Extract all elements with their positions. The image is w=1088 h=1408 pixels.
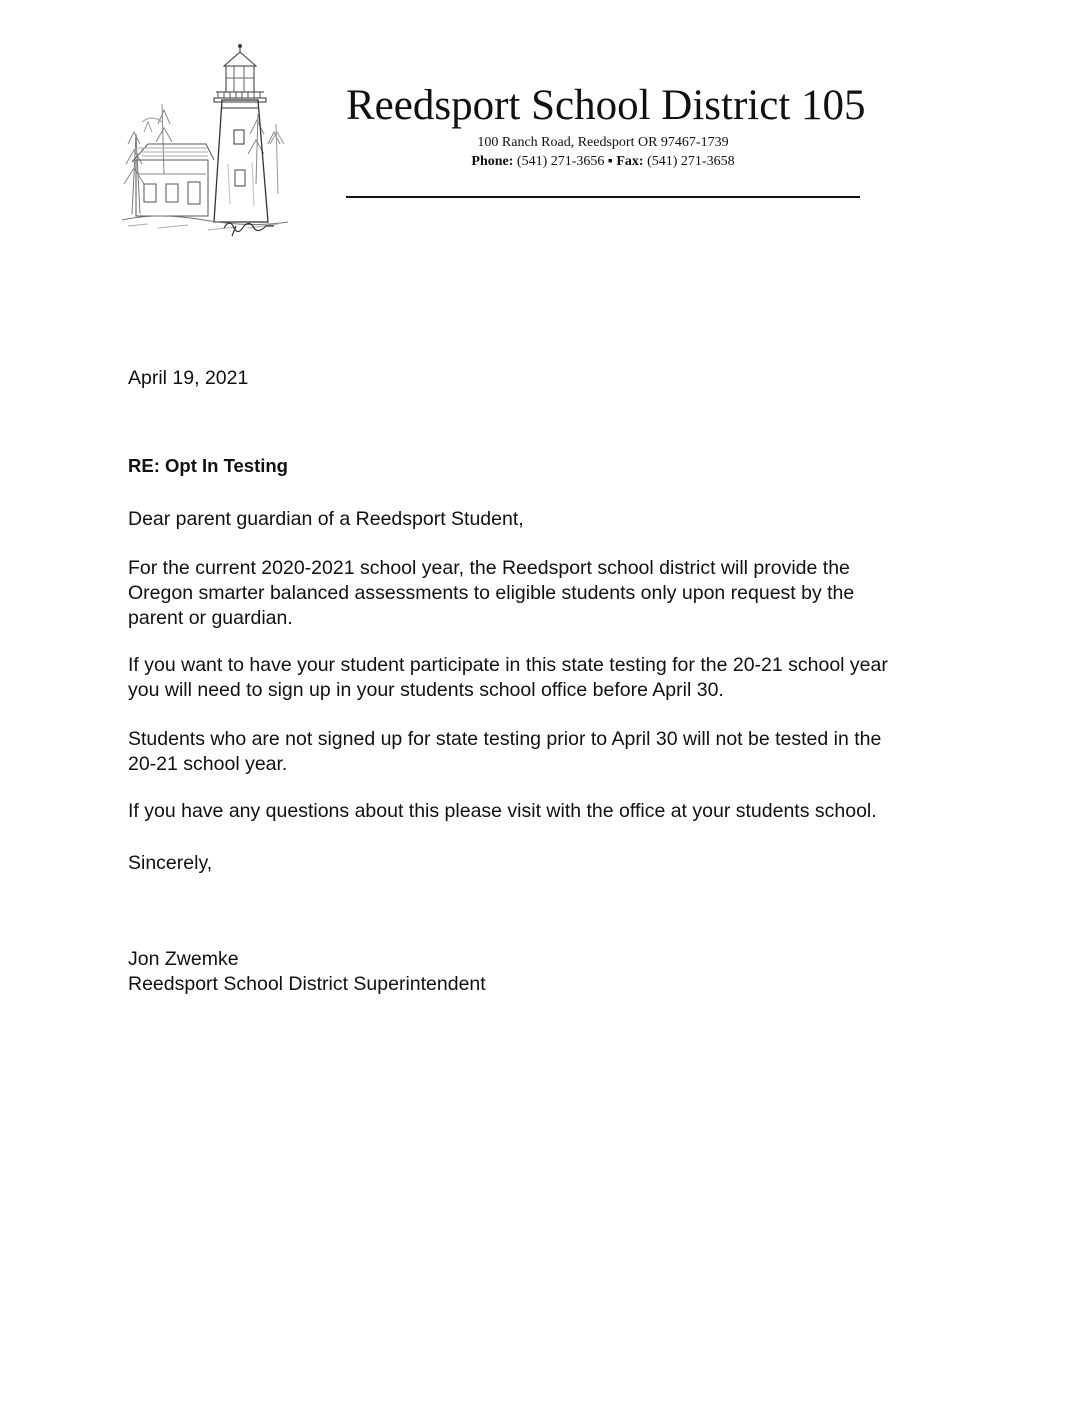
phone-label: Phone: [471,154,514,169]
paragraph-line: If you have any questions about this please visit with the office at your students school. [128,800,877,822]
paragraph-line: For the current 2020-2021 school year, the Reedsport school district will provide the [128,557,850,579]
district-title: Reedsport School District 105 [346,82,866,129]
letter-paragraph-4 [128,799,877,824]
letter-subject: RE: Opt In Testing [128,455,288,476]
letterhead-divider [346,196,860,198]
lighthouse-logo-icon [118,44,290,240]
contact-separator: ▪ [607,154,613,169]
phone-number: (541) 271-3656 [516,154,605,169]
letter-salutation: Dear parent guardian of a Reedsport Student, [128,508,524,530]
paragraph-line: Students who are not signed up for state testing prior to April 30 will not be tested in the [128,728,882,750]
fax-label: Fax: [616,154,644,169]
paragraph-line: parent or guardian. [128,607,293,629]
signer-name: Jon Zwemke [128,948,239,970]
paragraph-line: Oregon smarter balanced assessments to eligible students only upon request by the [128,582,855,604]
letter-paragraph-1 [128,556,854,631]
paragraph-line: you will need to sign up in your students school office before April 30. [128,679,724,701]
paragraph-line: If you want to have your student participate in this state testing for the 20-21 school year [128,654,888,676]
letter-paragraph-2 [128,653,888,703]
paragraph-line: 20-21 school year. [128,753,288,775]
district-address: 100 Ranch Road, Reedsport OR 97467-1739 [477,135,729,150]
district-contact-line [346,153,860,171]
letter-closing: Sincerely, [128,852,213,874]
letter-paragraph-3 [128,727,881,777]
signer-title: Reedsport School District Superintendent [128,973,486,995]
letter-date: April 19, 2021 [128,367,249,389]
fax-number: (541) 271-3658 [647,154,735,169]
